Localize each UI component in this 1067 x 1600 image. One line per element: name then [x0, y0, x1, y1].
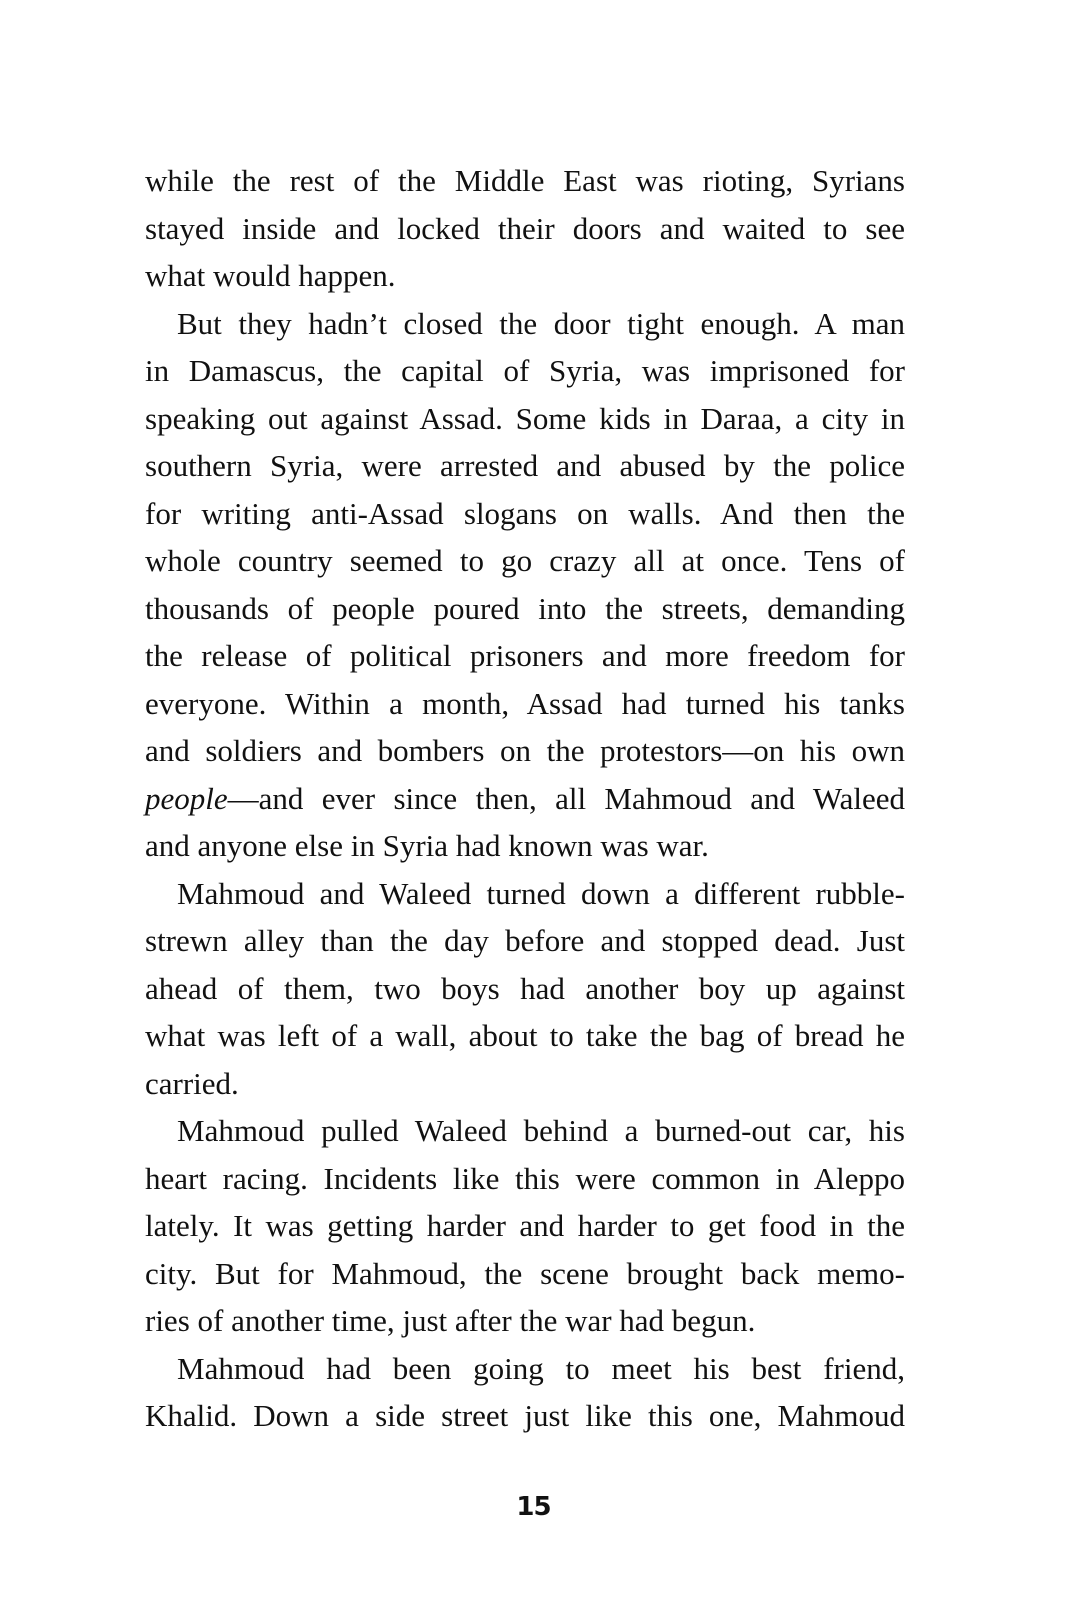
text-line: carried.	[145, 1065, 239, 1101]
text-line: stayed inside and locked their doors and waited to see	[145, 210, 905, 246]
text-line: for writing anti-Assad slogans on walls. And then the	[145, 495, 905, 531]
text-line: Mahmoud and Waleed turned down a different rubble-	[177, 875, 905, 911]
text-line: southern Syria, were arrested and abused by the police	[145, 448, 905, 483]
text-line: Mahmoud had been going to meet his best friend,	[177, 1350, 905, 1386]
text-line: speaking out against Assad. Some kids in Daraa, a city in	[145, 400, 905, 436]
text-line: lately. It was getting harder and harder to get food in the	[145, 1208, 905, 1243]
text-line: strewn alley than the day before and stopped dead. Just	[145, 923, 905, 958]
text-line: Mahmoud pulled Waleed behind a burned-out car, his	[177, 1113, 905, 1148]
page-number: 15	[516, 1492, 551, 1522]
text-line: heart racing. Incidents like this were common in Aleppo	[145, 1160, 905, 1196]
body-text	[145, 157, 905, 1440]
text-line: in Damascus, the capital of Syria, was imprisoned for	[145, 353, 905, 388]
text-line: everyone. Within a month, Assad had turned his tanks	[145, 685, 905, 721]
text-line: and anyone else in Syria had known was war.	[145, 828, 709, 863]
text-line: ries of another time, just after the war had begun.	[145, 1303, 756, 1338]
text-line: thousands of people poured into the streets, demanding	[145, 590, 905, 626]
text-line	[145, 775, 905, 823]
text-line: Khalid. Down a side street just like this one, Mahmoud	[145, 1398, 905, 1433]
text-line: what would happen.	[145, 258, 396, 293]
text-line: city. But for Mahmoud, the scene brought back memo-	[145, 1255, 905, 1291]
text-line: and soldiers and bombers on the protestors—on his own	[145, 733, 905, 768]
text-line: ahead of them, two boys had another boy up against	[145, 970, 905, 1006]
text-line: what was left of a wall, about to take the bag of bread he	[145, 1018, 905, 1053]
text-line-rest: —and ever since then, all Mahmoud and Waleed	[227, 780, 905, 816]
italic-word: people	[145, 780, 228, 816]
text-line: whole country seemed to go crazy all at once. Tens of	[145, 543, 905, 578]
text-line: the release of political prisoners and more freedom for	[145, 638, 905, 673]
text-line: But they hadn’t closed the door tight enough. A man	[177, 305, 905, 341]
text-line: while the rest of the Middle East was rioting, Syrians	[145, 163, 905, 198]
